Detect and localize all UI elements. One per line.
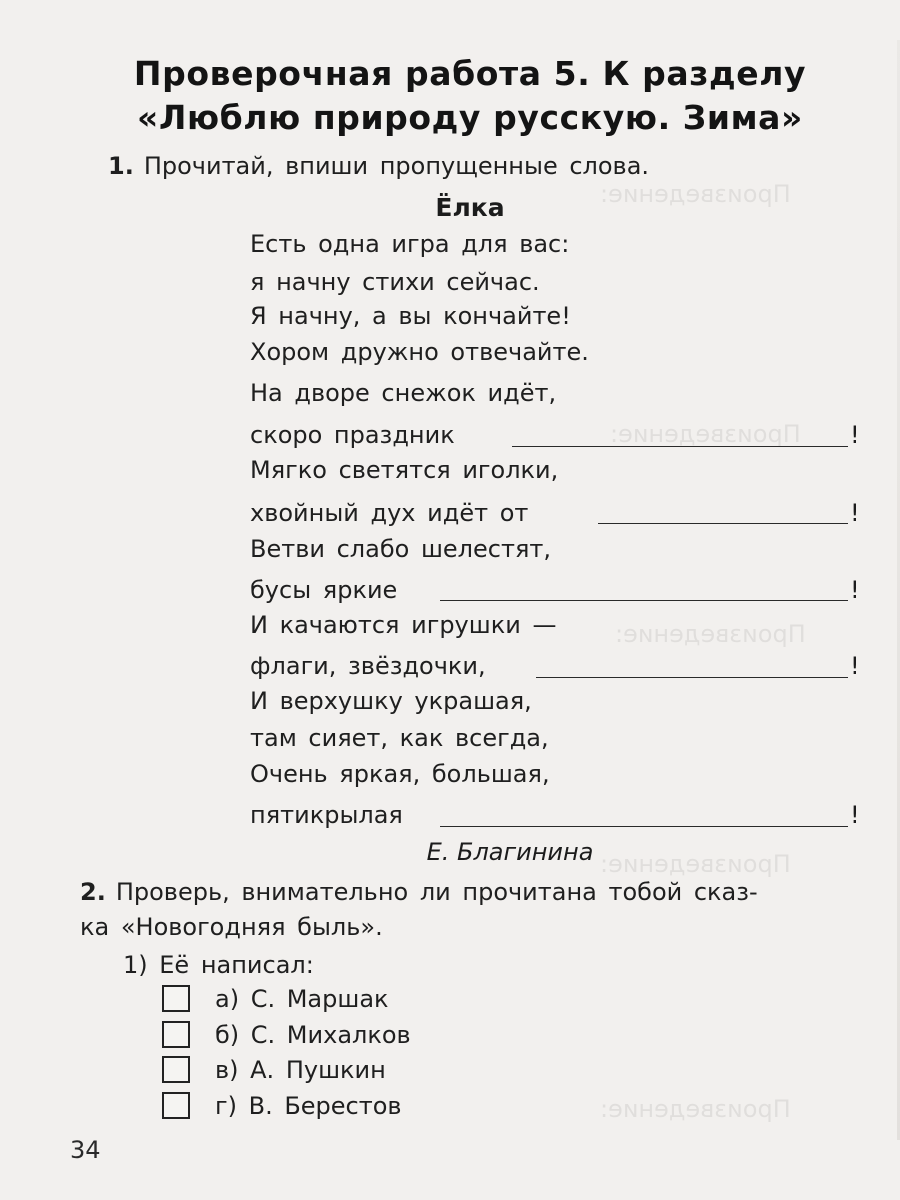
option-b-checkbox[interactable] <box>162 1021 190 1048</box>
exclamation-mark-1: ! <box>850 421 860 449</box>
exclamation-mark-5: ! <box>850 801 860 829</box>
answer-blank-2[interactable] <box>598 523 848 524</box>
task2-heading <box>80 877 758 907</box>
poem-line-16: пятикрылая <box>250 801 403 829</box>
option-a-label: а) С. Маршак <box>215 985 389 1013</box>
page-title <box>100 52 840 140</box>
poem-line-2: я начну стихи сейчас. <box>250 268 540 296</box>
task1-instruction: Прочитай, впиши пропущенные слова. <box>143 152 650 180</box>
poem-line-5: На дворе снежок идёт, <box>250 379 557 407</box>
answer-blank-3[interactable] <box>440 600 848 601</box>
poem-line-11: И качаются игрушки — <box>250 611 557 639</box>
exclamation-mark-2: ! <box>850 499 860 527</box>
exclamation-mark-4: ! <box>850 652 860 680</box>
task1-heading <box>108 151 649 181</box>
poem-author: Е. Благинина <box>426 838 594 866</box>
task2-question: 1) Её написал: <box>123 951 314 979</box>
task2-instruction-line-1: Проверь, внимательно ли прочитана тобой сказ- <box>115 878 758 906</box>
poem-line-10: бусы яркие <box>250 576 398 604</box>
poem-line-4: Хором дружно отвечайте. <box>250 338 589 366</box>
poem-title: Ёлка <box>435 193 505 222</box>
option-c-checkbox[interactable] <box>162 1056 190 1083</box>
poem-line-14: там сияет, как всегда, <box>250 724 549 752</box>
poem-line-13: И верхушку украшая, <box>250 687 532 715</box>
poem-line-15: Очень яркая, большая, <box>250 760 550 788</box>
title-line-1: Проверочная работа 5. К разделу <box>133 54 807 93</box>
answer-blank-5[interactable] <box>440 826 848 827</box>
poem-line-7: Мягко светятся иголки, <box>250 456 559 484</box>
poem-line-8: хвойный дух идёт от <box>250 499 529 527</box>
option-b-label: б) С. Михалков <box>215 1021 411 1049</box>
option-a-checkbox[interactable] <box>162 985 190 1012</box>
poem-line-3: Я начну, а вы кончайте! <box>250 302 571 330</box>
option-c-label: в) А. Пушкин <box>215 1056 386 1084</box>
exclamation-mark-3: ! <box>850 576 860 604</box>
title-line-2: «Люблю природу русскую. Зима» <box>137 98 803 137</box>
option-d-label: г) В. Берестов <box>215 1092 402 1120</box>
page-number: 34 <box>70 1136 101 1164</box>
poem-line-1: Есть одна игра для вас: <box>250 230 570 258</box>
task2-number: 2. <box>80 878 106 906</box>
option-d-checkbox[interactable] <box>162 1092 190 1119</box>
poem-line-12: флаги, звёздочки, <box>250 652 486 680</box>
answer-blank-1[interactable] <box>512 446 848 447</box>
answer-blank-4[interactable] <box>536 677 848 678</box>
poem-line-9: Ветви слабо шелестят, <box>250 535 551 563</box>
task1-number: 1. <box>108 152 134 180</box>
task2-instruction-line-2: ка «Новогодняя быль». <box>80 913 383 941</box>
poem-line-6: скоро праздник <box>250 421 455 449</box>
